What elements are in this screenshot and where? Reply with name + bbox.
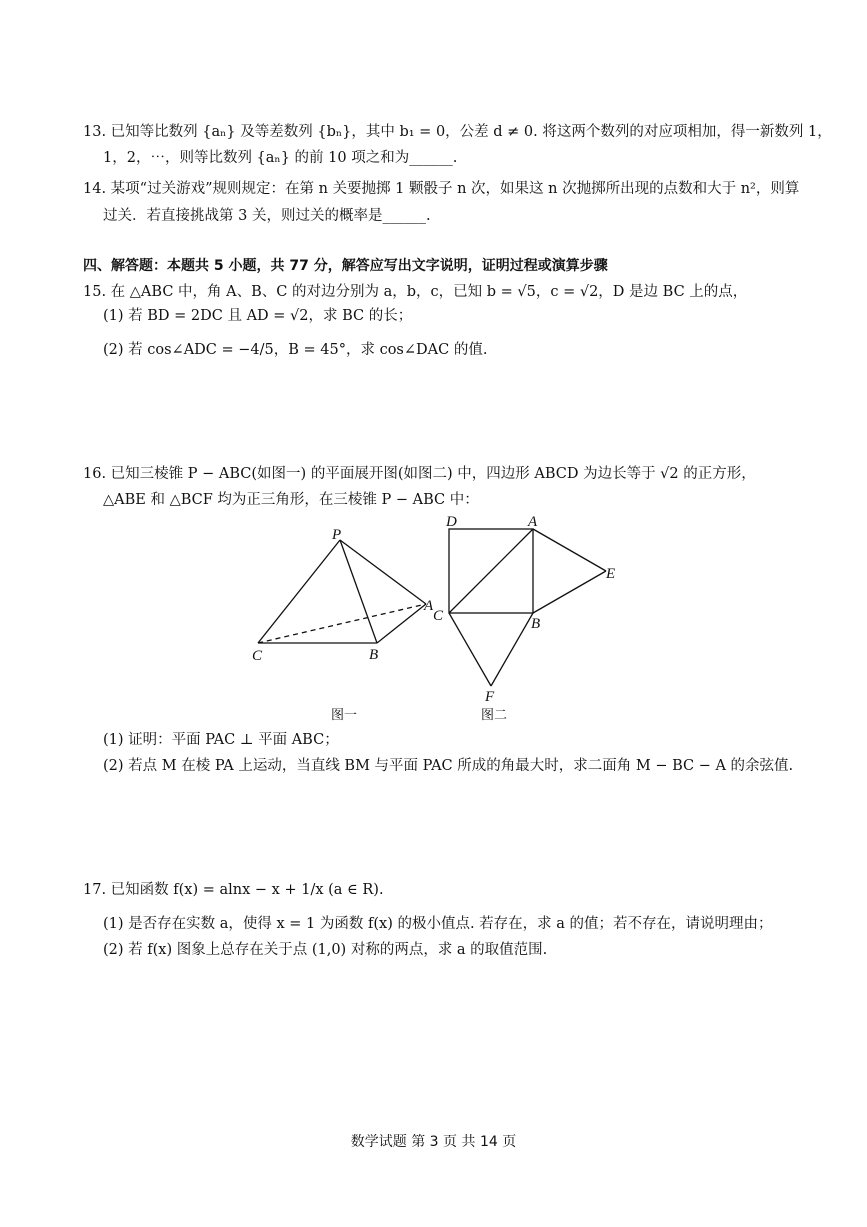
fig1-label-A: A	[424, 598, 434, 614]
p16-line1: 16. 已知三棱锥 P − ABC(如图一) 的平面展开图(如图二) 中，四边形 ABCD 为边长等于 √2 的正方形，	[83, 466, 756, 482]
p15-line1: 15. 在 △ABC 中，角 A、B、C 的对边分别为 a，b，c，已知 b = √5，c = √2，D 是边 BC 上的点，	[83, 284, 748, 300]
p16-q2: (2) 若点 M 在棱 PA 上运动，当直线 BM 与平面 PAC 所成的角最大时，求二面角 M − BC − A 的余弦值.	[103, 758, 794, 774]
fig1-caption: 图一	[331, 708, 358, 723]
section-heading: 四、解答题：本题共 5 小题，共 77 分，解答应写出文字说明，证明过程或演算步骤	[83, 258, 608, 274]
p14-line2: 过关．若直接挑战第 3 关，则过关的概率是______.	[103, 208, 431, 224]
p17-q1: (1) 是否存在实数 a，使得 x = 1 为函数 f(x) 的极小值点. 若存在，求 a 的值；若不存在，请说明理由；	[103, 916, 773, 932]
p13-line2: 1，2，⋯，则等比数列 {aₙ} 的前 10 项之和为______.	[103, 150, 458, 166]
fig1-label-B: B	[369, 647, 379, 663]
p16-q1: (1) 证明：平面 PAC ⊥ 平面 ABC；	[103, 732, 339, 748]
page-footer: 数学试题 第 3 页 共 14 页	[350, 1134, 517, 1150]
fig1-label-P: P	[332, 527, 342, 543]
p15-q2: (2) 若 cos∠ADC = −4/5，B = 45°，求 cos∠DAC 的值.	[103, 342, 488, 358]
p13-line1: 13. 已知等比数列 {aₙ} 及等差数列 {bₙ}，其中 b₁ = 0，公差 d ≠ 0. 将这两个数列的对应项相加，得一新数列 1，	[83, 124, 832, 140]
p17-line1: 17. 已知函数 f(x) = alnx − x + 1/x (a ∈ R).	[83, 882, 384, 898]
figure-one	[258, 540, 426, 643]
figure-two	[449, 529, 606, 686]
p17-q2: (2) 若 f(x) 图象上总存在关于点 (1,0) 对称的两点，求 a 的取值范围.	[103, 942, 548, 958]
p15-q1: (1) 若 BD = 2DC 且 AD = √2，求 BC 的长；	[103, 308, 413, 324]
p16-figures	[0, 505, 867, 730]
fig2-caption: 图二	[481, 708, 508, 723]
fig2-label-A: A	[528, 514, 538, 530]
fig2-label-D: D	[446, 514, 457, 530]
fig2-label-F: F	[485, 689, 495, 705]
p16-line2: △ABE 和 △BCF 均为正三角形，在三棱锥 P − ABC 中：	[103, 492, 479, 508]
fig2-label-B: B	[531, 616, 541, 632]
fig1-label-C: C	[252, 648, 263, 664]
fig2-label-E: E	[606, 566, 616, 582]
fig2-label-C: C	[433, 608, 444, 624]
p14-line1: 14. 某项“过关游戏”规则规定：在第 n 关要抛掷 1 颗骰子 n 次，如果这 n 次抛掷所出现的点数和大于 n²，则算	[83, 181, 800, 197]
